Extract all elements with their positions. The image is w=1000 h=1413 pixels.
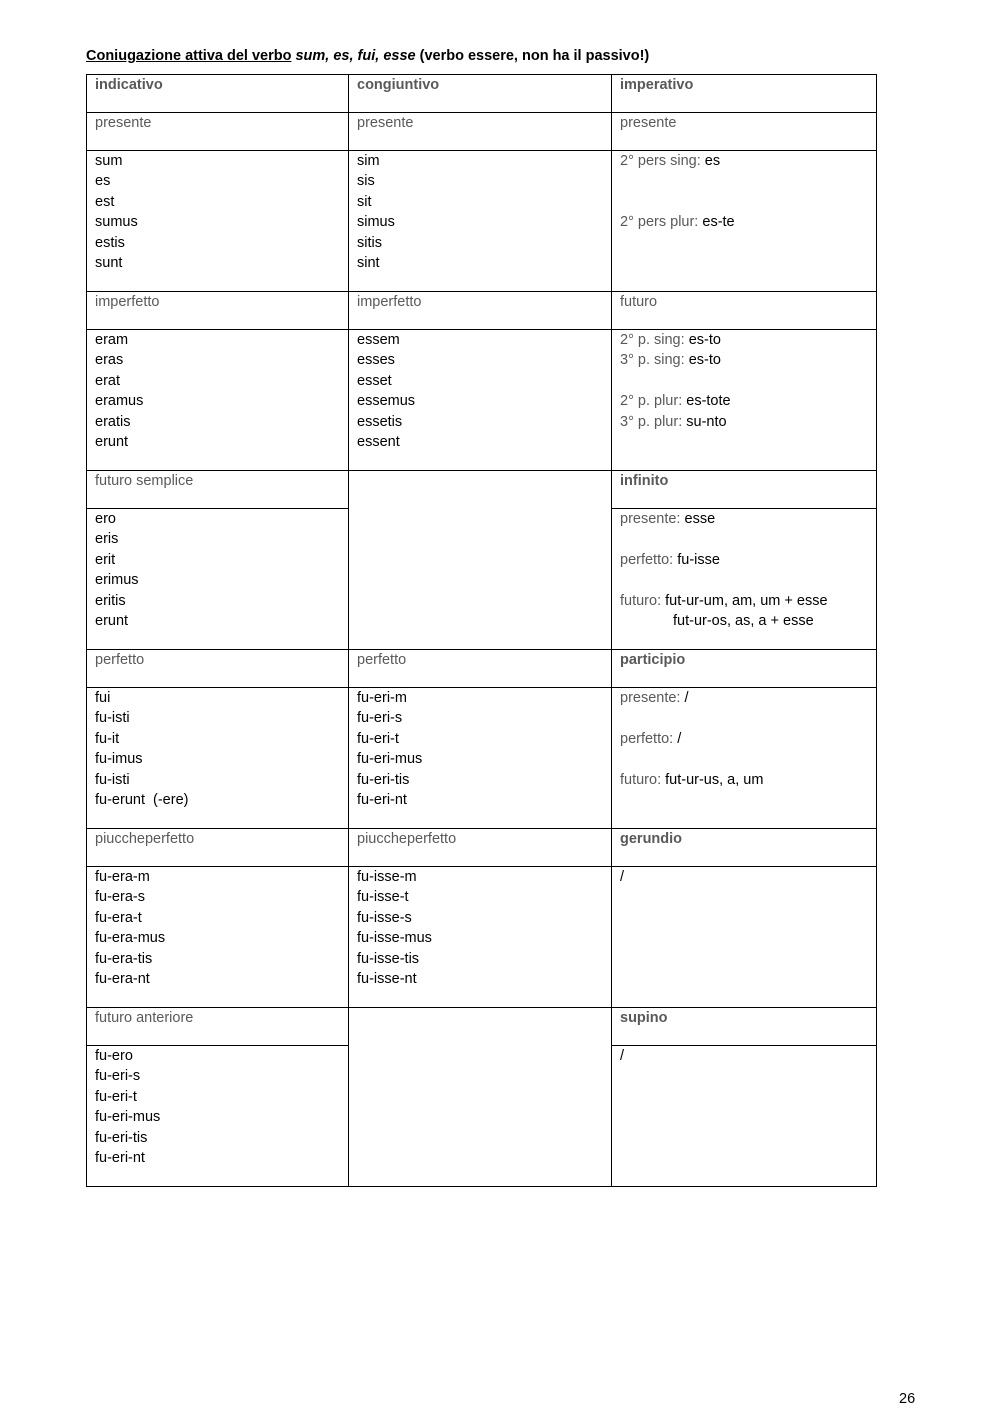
form-label: 2° p. sing: [620,332,685,348]
form-list [612,867,877,1008]
form: fu-isti [95,710,130,727]
form-value: / [684,690,689,706]
form: fu-era-m [95,869,150,885]
form: estis [95,234,125,251]
form: fu-isse-s [357,909,412,926]
form: fu-eri-t [95,1088,137,1105]
table-row [87,330,877,471]
form-value: fu-isse [677,551,720,568]
form: eritis [95,592,126,609]
table-row [87,471,877,509]
form: ero [95,511,116,527]
form-value: es-to [688,332,721,348]
form-entry [620,509,868,529]
form: esses [357,352,395,369]
form: fu-eri-m [357,690,407,706]
form-label: 3° p. sing: [620,352,685,369]
form-label: perfetto: [620,730,674,747]
form-list [349,330,612,471]
form-value: es-te [702,214,735,231]
column-header-congiuntivo: congiuntivo [349,75,612,113]
form: fu-eri-nt [95,1150,145,1167]
form: eratis [95,413,131,430]
form: fu-era-tis [95,950,153,967]
form-entry [620,151,868,171]
form-list [87,1046,349,1187]
form-value: / [677,730,682,747]
table-row [87,113,877,151]
form: eramus [95,393,144,410]
form-label: 3° p. plur: [620,413,683,430]
form-list [612,151,877,292]
form-label: futuro: [620,592,662,609]
form: fu-eri-tis [357,771,410,788]
form-list [87,151,349,292]
empty-cell [349,471,612,650]
form: fu-eri-mus [357,751,423,768]
form: erimus [95,572,139,589]
form-list [349,151,612,292]
form: eram [95,332,129,348]
tense-header: piuccheperfetto [349,829,612,867]
section-header-gerundio: gerundio [612,829,877,867]
section-header-infinito: infinito [612,471,877,509]
form: fu-isse-tis [357,950,420,967]
form: erunt [95,434,129,451]
form: fu-isse-t [357,889,409,906]
form-list [612,509,877,650]
table-row [87,650,877,688]
form-entry [620,729,868,749]
conjugation-table [86,74,877,1187]
form: simus [357,214,395,231]
section-header-supino: supino [612,1008,877,1046]
form-entry [620,412,868,432]
form-value: fut-ur-um, am, um + esse [665,592,828,609]
form-entry [620,330,868,350]
form-list [87,509,349,650]
form-value: fut-ur-os, as, a + esse [673,613,814,629]
empty-cell [349,1008,612,1187]
tense-header: futuro anteriore [87,1008,349,1046]
form: esset [357,372,392,389]
form: erat [95,372,120,389]
table-row [87,867,877,1008]
form: essemus [357,393,416,410]
form: fu-isse-m [357,869,417,885]
tense-header: perfetto [349,650,612,688]
form: sis [357,173,375,190]
form: fu-eri-mus [95,1109,161,1126]
form-entry [620,550,868,570]
form-label: presente: [620,690,681,706]
form: sit [357,193,372,210]
form: fu-era-s [95,889,145,906]
table-row [87,292,877,330]
form-label: presente: [620,511,681,527]
form: fu-eri-nt [357,792,407,809]
form-value: es-to [688,352,721,369]
form: fu-it [95,730,120,747]
form: fu-imus [95,751,143,768]
form-label: 2° pers sing: [620,153,701,169]
tense-header: presente [87,113,349,151]
tense-header: piuccheperfetto [87,829,349,867]
form-entry [620,688,868,708]
tense-header: perfetto [87,650,349,688]
form-label: 2° p. plur: [620,393,683,410]
form: fu-eri-tis [95,1129,148,1146]
form: erunt [95,613,129,630]
tense-header: imperfetto [87,292,349,330]
form-list [87,330,349,471]
form: fu-erunt (-ere) [95,792,189,809]
form-entry [620,350,868,370]
form: sim [357,153,380,169]
form: erit [95,551,116,568]
form-label: perfetto: [620,551,674,568]
form: fu-era-mus [95,930,166,947]
table-row [87,688,877,829]
table-row [87,75,877,113]
form: sitis [357,234,382,251]
tense-header: presente [612,113,877,151]
form: fui [95,690,111,706]
form-list [612,688,877,829]
table-row [87,1008,877,1046]
form-list [349,688,612,829]
form: fu-ero [95,1048,133,1064]
form-value: es [704,153,721,169]
form-entry [620,212,868,232]
form-value: esse [684,511,716,527]
form-list [612,1046,877,1187]
form-value: / [620,869,625,885]
page-number: 26 [899,1391,916,1407]
form: essent [357,434,400,451]
form-value: fut-ur-us, a, um [665,771,764,788]
page-title [86,48,906,64]
form: fu-eri-s [95,1068,141,1085]
form: fu-isse-mus [357,930,432,947]
title-suffix: (verbo essere, non ha il passivo!) [419,48,650,64]
form: sumus [95,214,138,231]
title-verb: sum, es, fui, esse [295,48,416,64]
tense-header: imperfetto [349,292,612,330]
form-list [349,867,612,1008]
form-entry [620,770,868,790]
form: fu-era-nt [95,971,150,988]
section-header-participio: participio [612,650,877,688]
form-entry [620,591,868,611]
form: eris [95,531,119,548]
form: eras [95,352,124,369]
form-value: es-tote [686,393,731,410]
column-header-indicativo: indicativo [87,75,349,113]
tense-header: futuro [612,292,877,330]
form-entry [620,391,868,411]
form: fu-eri-t [357,730,399,747]
form: essetis [357,413,403,430]
form: essem [357,332,400,348]
tense-header: presente [349,113,612,151]
form: sum [95,153,123,169]
form: fu-eri-s [357,710,403,727]
table-row [87,829,877,867]
form-list [612,330,877,471]
form: fu-isse-nt [357,971,417,988]
form-value: / [620,1048,625,1064]
form: sunt [95,255,123,272]
tense-header: futuro semplice [87,471,349,509]
form: est [95,193,115,210]
title-prefix: Coniugazione attiva del verbo [86,48,292,64]
form: fu-isti [95,771,130,788]
form-label: 2° pers plur: [620,214,699,231]
form: sint [357,255,380,272]
column-header-imperativo: imperativo [612,75,877,113]
form: es [95,173,111,190]
form: fu-era-t [95,909,142,926]
form-list [87,867,349,1008]
table-row [87,151,877,292]
form-list [87,688,349,829]
form-label: futuro: [620,771,662,788]
form-value: su-nto [686,413,727,430]
